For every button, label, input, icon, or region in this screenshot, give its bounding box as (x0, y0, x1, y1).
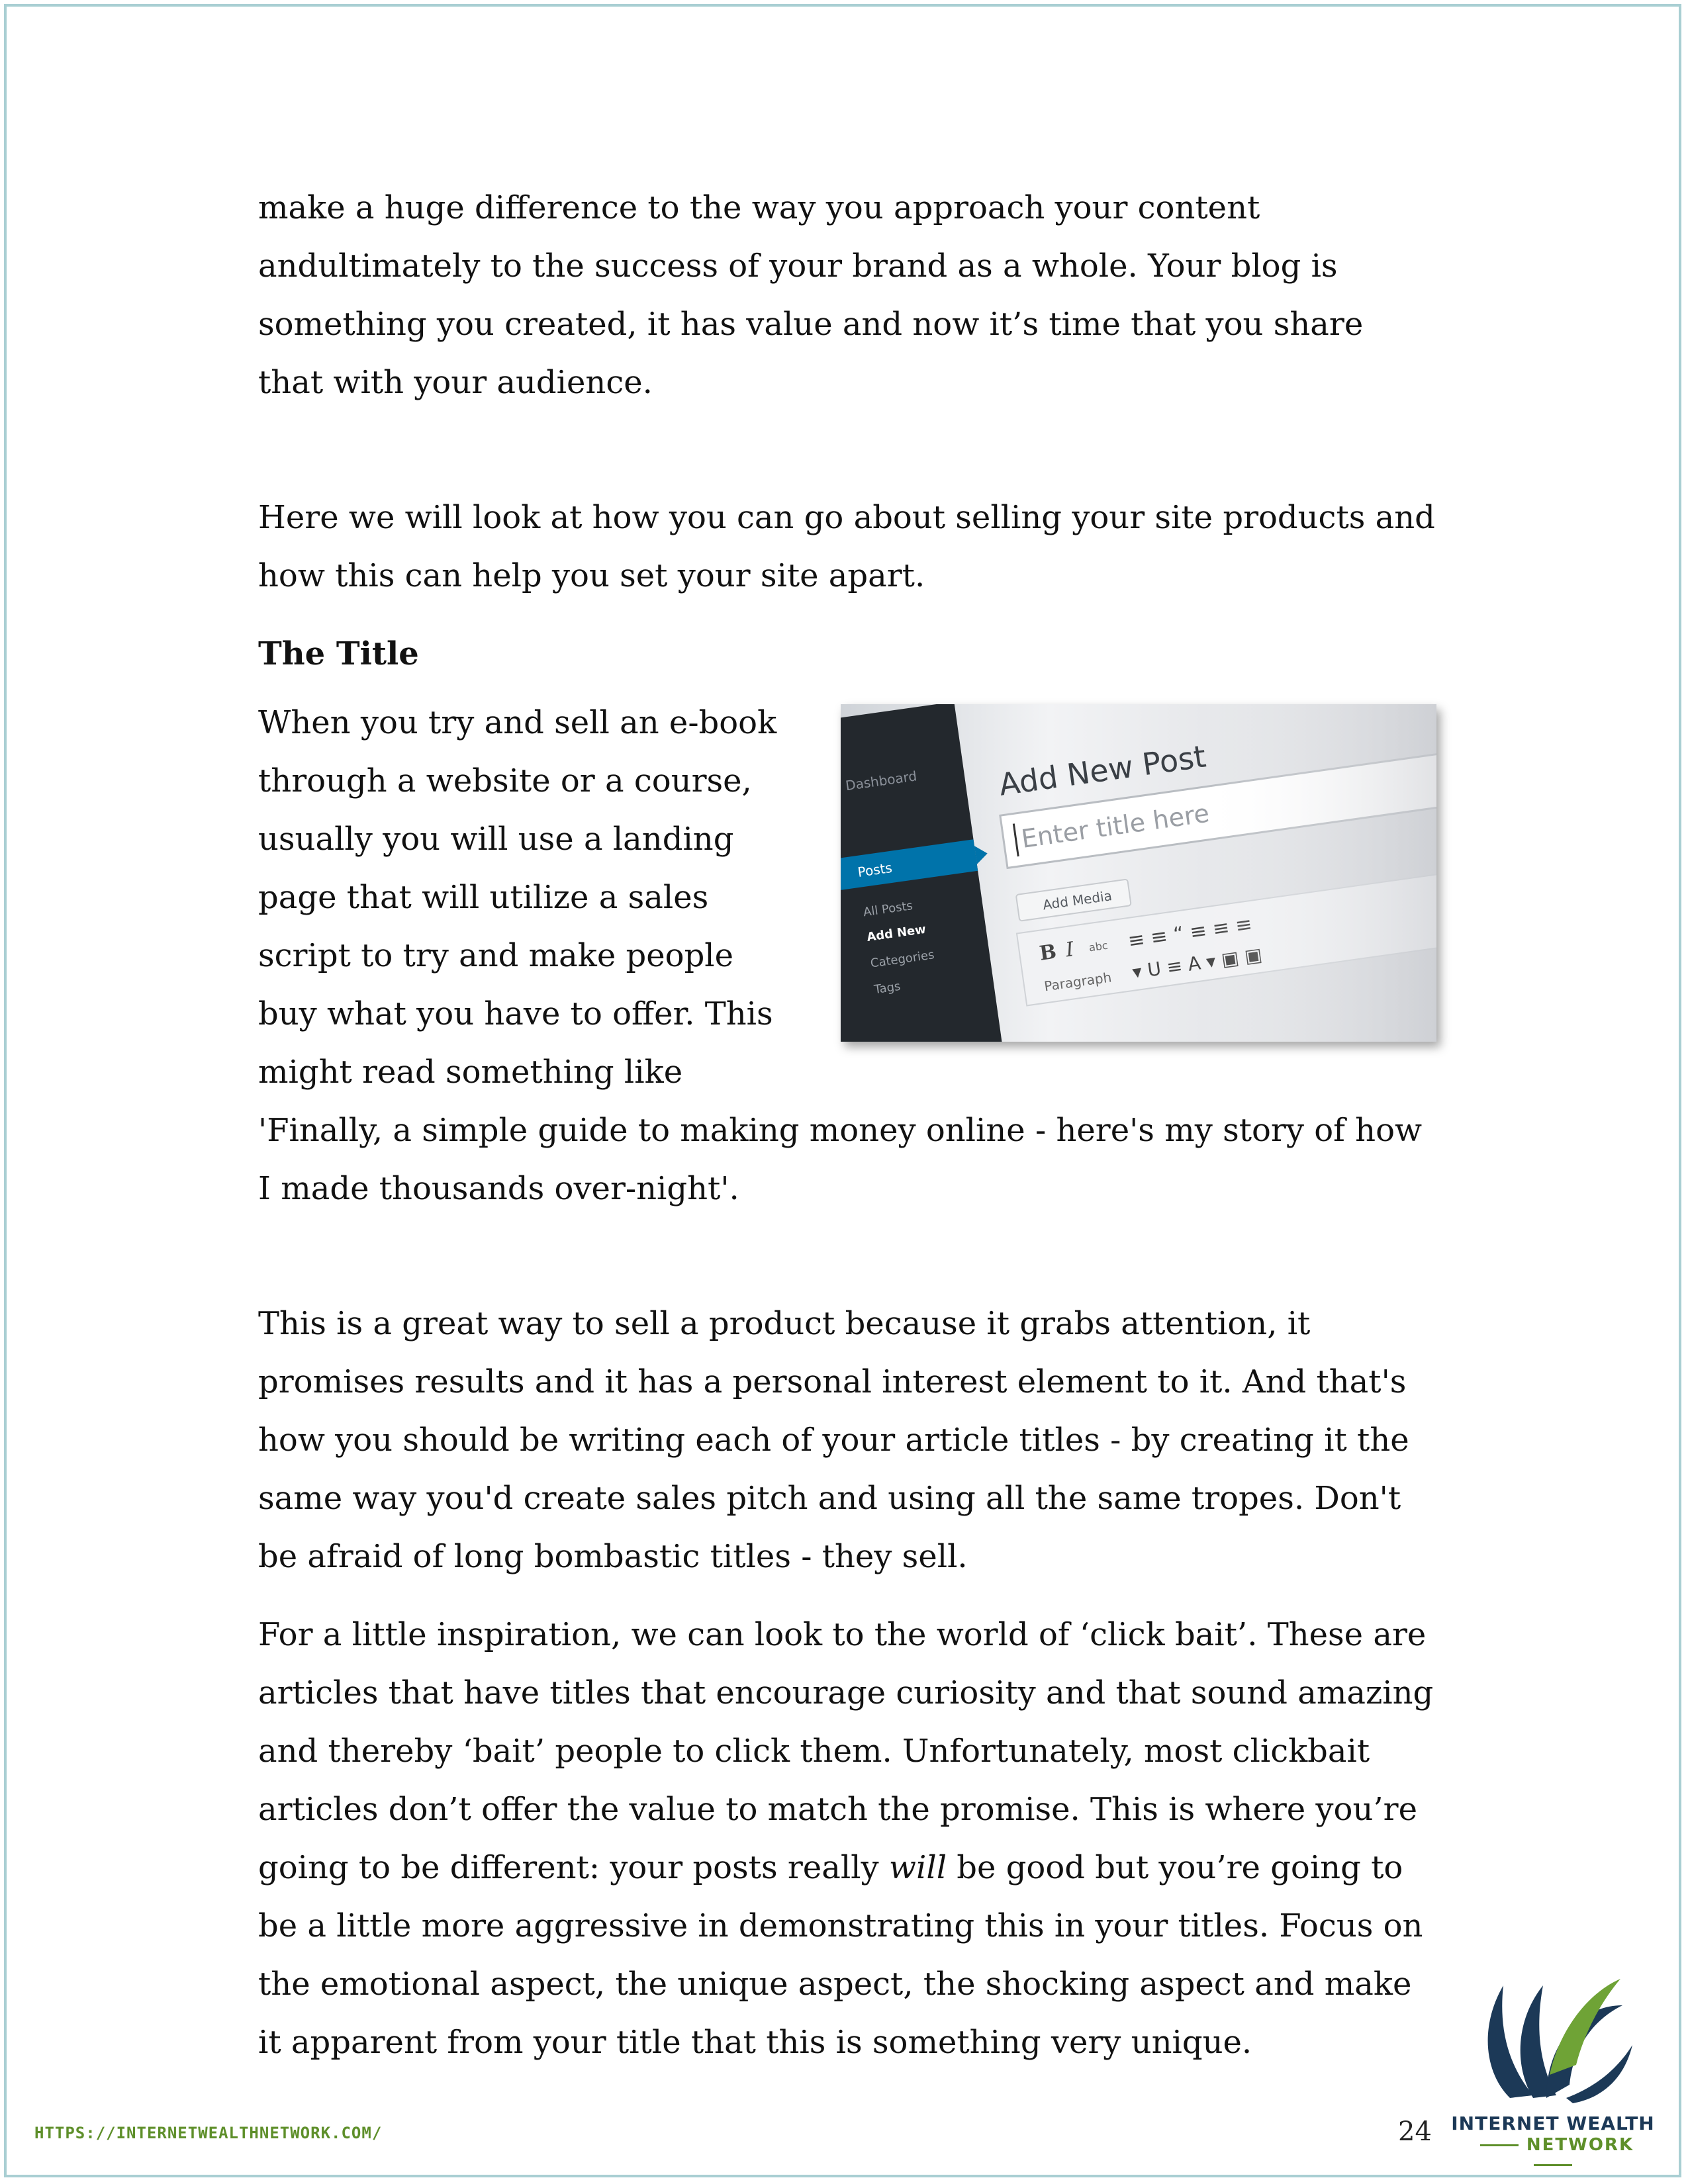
paragraph-sales-pitch: This is a great way to sell a product because it grabs attention, it promises results and it has a personal interest element to it. And that's how you should be writing each of your article titles - by creating it the same way you'd create sales pitch and using all the same tropes. Don't be afraid of long bombastic titles - they sell. (258, 1305, 1409, 1575)
logo-text-line1: INTERNET WEALTH (1451, 2113, 1655, 2134)
logo-divider-right (1534, 2164, 1572, 2166)
paragraph-click-bait-end: be good but you’re going to be a little more aggressive in demonstrating this in your titles. Focus on the emotional aspect, the unique aspect, the shocking aspect and make it apparent from your title that this is something very unique. (258, 1849, 1423, 2061)
section-heading: The Title (258, 635, 419, 672)
logo-text-network: NETWORK (1526, 2135, 1634, 2155)
internet-wealth-network-logo (1447, 1966, 1659, 2164)
document-body (258, 179, 1436, 2071)
paragraph-landing-page: When you try and sell an e-book through a website or a course, usually you will use a landing page that will utilize a sales script to try and make people buy what you have to offer. This might read something like 'Finally, a simple guide to making money online - here's my story of how I made thousands over-night'. (258, 704, 1423, 1207)
logo-text-line2 (1447, 2135, 1659, 2175)
logo-divider-left (1480, 2144, 1519, 2146)
emphasis-will: will (888, 1849, 947, 1886)
paragraph-intro: make a huge difference to the way you approach your content andultimately to the success of your brand as a whole. Your blog is something you created, it has value and now it’s time that you share that with your audience. (258, 189, 1364, 401)
page-number: 24 (1398, 2116, 1432, 2147)
footer-url-link[interactable]: HTTPS://INTERNETWEALTHNETWORK.COM/ (34, 2124, 383, 2142)
paragraph-overview: Here we will look at how you can go about selling your site products and how this can help you set your site apart. (258, 499, 1435, 594)
logo-mark-icon (1447, 1966, 1659, 2111)
paragraph-click-bait (258, 1606, 1436, 2071)
paragraph-click-bait-start: For a little inspiration, we can look to the world of ‘click bait’. These are articles that have titles that encourage curiosity and that sound amazing and thereby ‘bait’ people to click them. Unfortunately, most clickbait articles don’t offer the value to match the promise. This is where you’re going to be different: your posts really (258, 1616, 1434, 1886)
wordpress-screenshot-image (841, 704, 1436, 1042)
